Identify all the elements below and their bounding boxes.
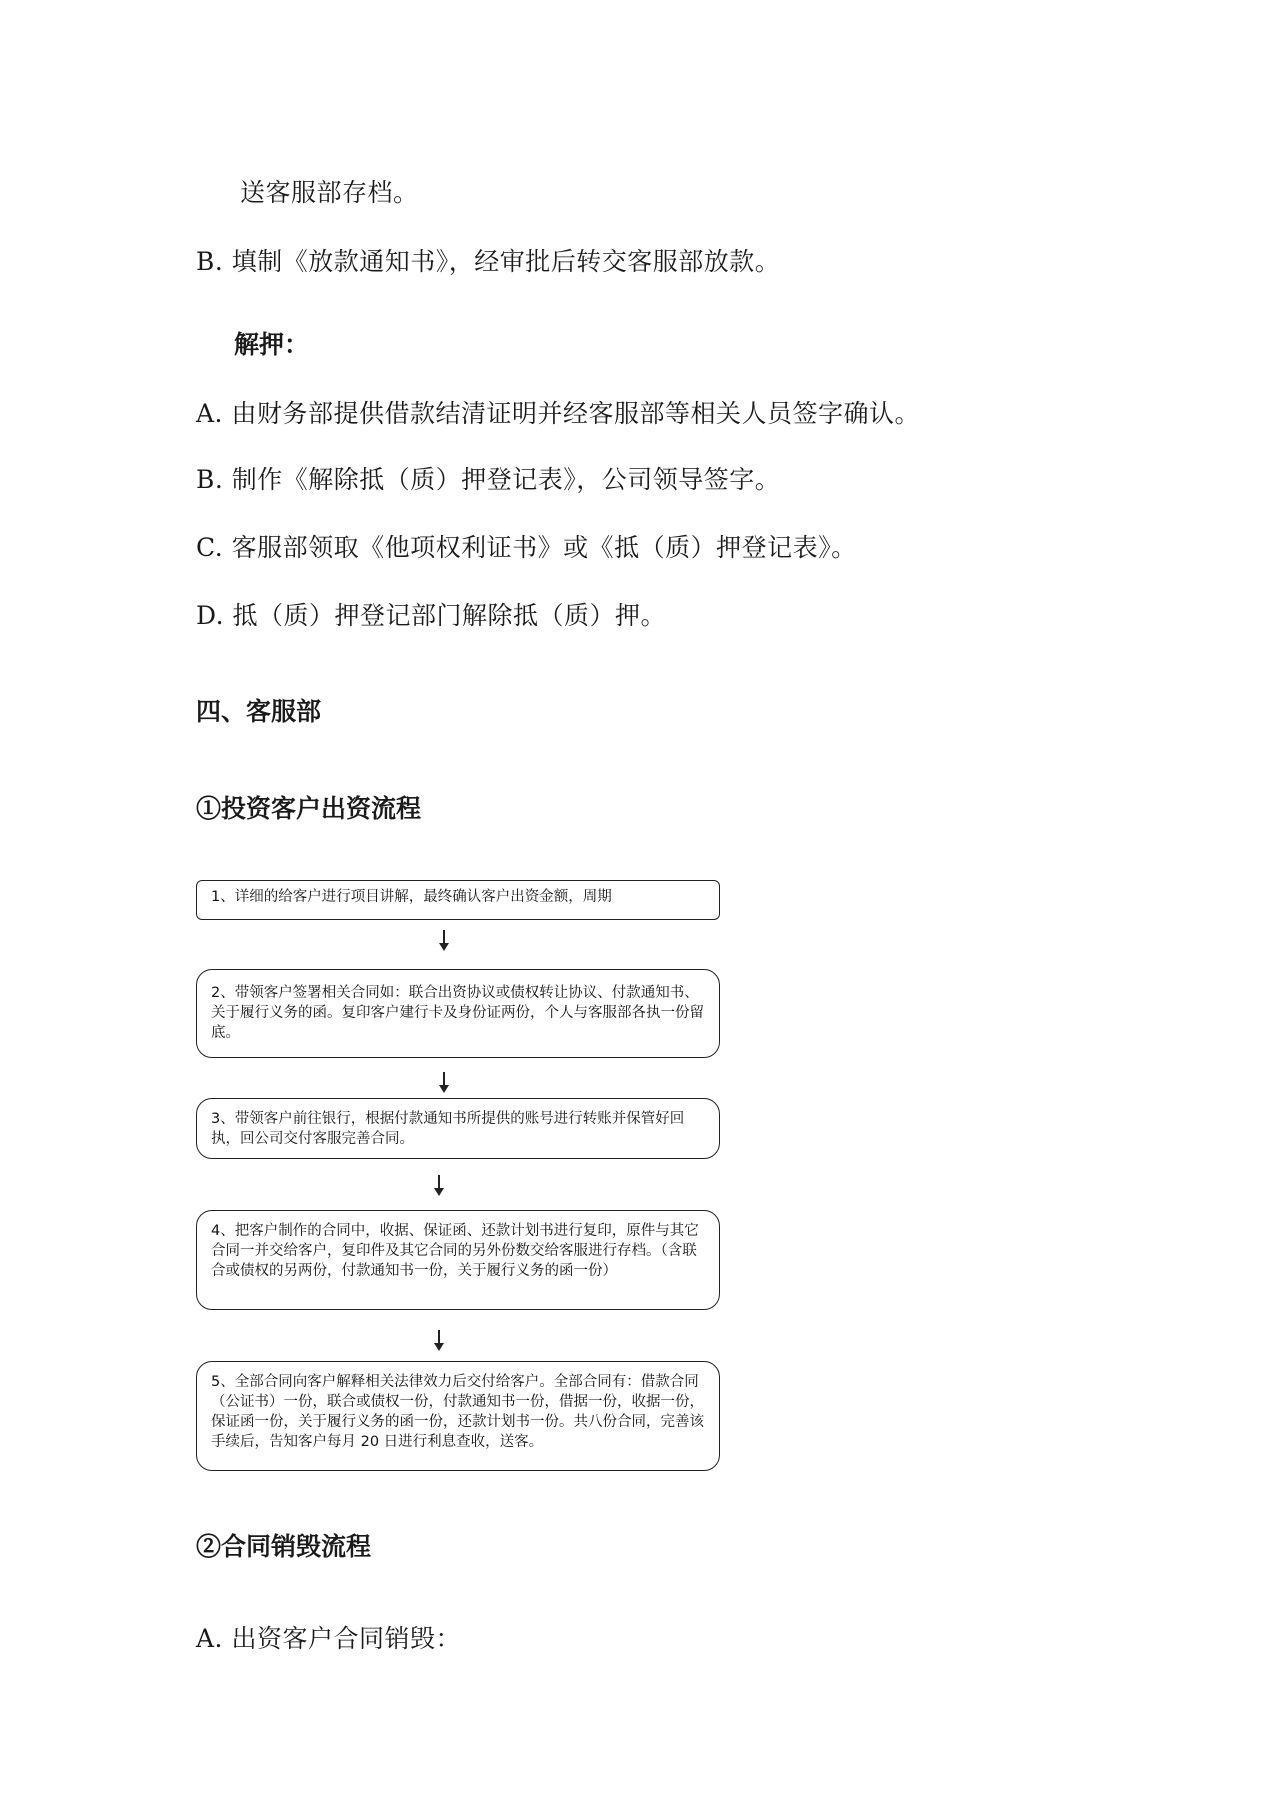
text-line-a-destruction: A. 出资客户合同销毁：: [196, 1624, 461, 1653]
subsection-title-investment-flow: ①投资客户出资流程: [196, 794, 422, 823]
text-line-archive: 送客服部存档。: [240, 178, 419, 207]
flow-arrow-1: [437, 930, 451, 952]
text-line-b-release-form: B. 制作《解除抵（质）押登记表》，公司领导签字。: [196, 465, 781, 494]
section-title-customer-service: 四、客服部: [196, 697, 322, 726]
subsection-title-contract-destruction: ②合同销毁流程: [196, 1532, 372, 1561]
text-line-d-release: D. 抵（质）押登记部门解除抵（质）押。: [196, 601, 667, 630]
heading-release-mortgage: 解押：: [234, 330, 310, 359]
flow-step-4: 4、把客户制作的合同中，收据、保证函、还款计划书进行复印，原件与其它合同一并交给客户，复印件及其它合同的另外份数交给客服进行存档。（含联合或债权的另两份，付款通知书一份，关于履行义务的函一份）: [196, 1210, 720, 1310]
flow-arrow-2: [437, 1072, 451, 1094]
flow-step-3: 3、带领客户前往银行，根据付款通知书所提供的账号进行转账并保管好回执，回公司交付客服完善合同。: [196, 1098, 720, 1159]
flow-step-1: 1、详细的给客户进行项目讲解，最终确认客户出资金额，周期: [196, 880, 720, 920]
text-line-c-certificate: C. 客服部领取《他项权利证书》或《抵（质）押登记表》。: [196, 533, 857, 562]
text-line-a-finance: A. 由财务部提供借款结清证明并经客服部等相关人员签字确认。: [196, 399, 920, 428]
flow-step-2: 2、带领客户签署相关合同如：联合出资协议或债权转让协议、付款通知书、关于履行义务的函。复印客户建行卡及身份证两份，个人与客服部各执一份留底。: [196, 969, 720, 1058]
text-line-b-loan-notice: B. 填制《放款通知书》，经审批后转交客服部放款。: [196, 247, 781, 276]
flow-step-5: 5、全部合同向客户解释相关法律效力后交付给客户。全部合同有：借款合同（公证书）一份，联合或债权一份，付款通知书一份，借据一份，收据一份，保证函一份，关于履行义务的函一份，还款计划书一份。共八份合同，完善该手续后，告知客户每月 20 日进行利息查收，送客。: [196, 1361, 720, 1471]
flow-arrow-4: [432, 1330, 446, 1352]
flow-arrow-3: [432, 1175, 446, 1197]
